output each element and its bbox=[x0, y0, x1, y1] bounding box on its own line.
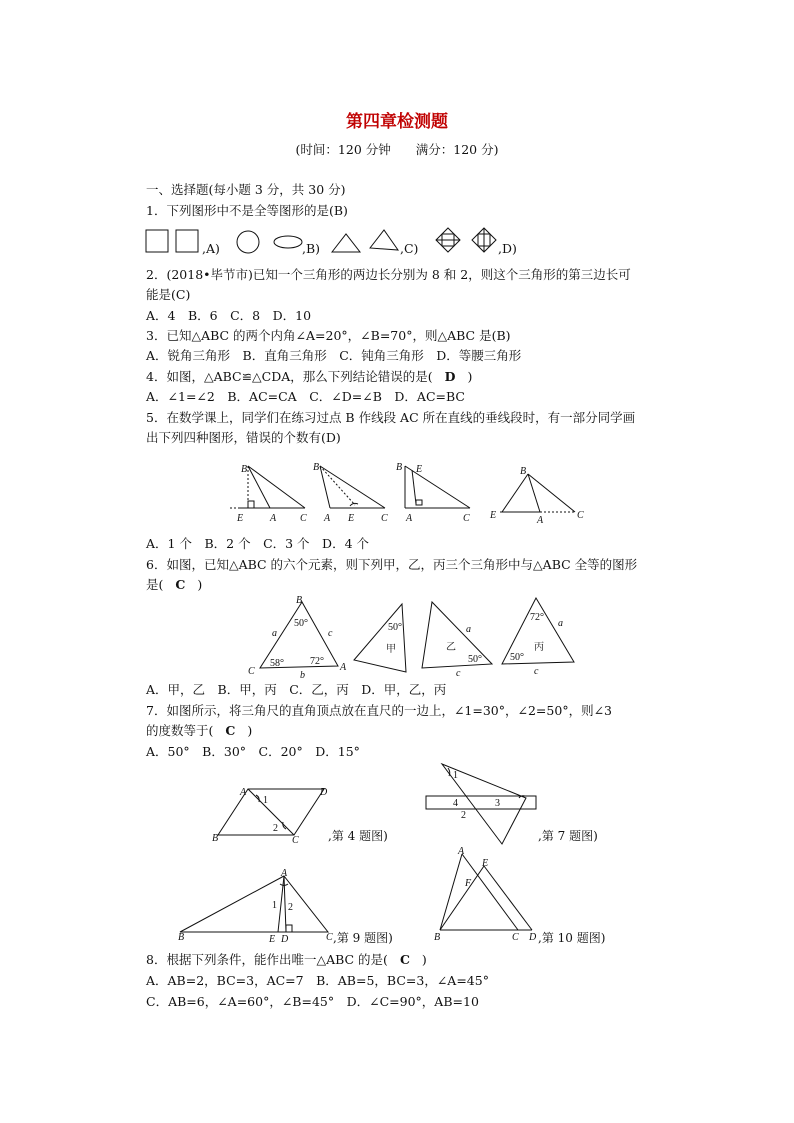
q7-options: A．50° B．30° C．20° D．15° bbox=[146, 744, 360, 759]
fig4-label-B: B bbox=[212, 833, 219, 844]
q7-close: ) bbox=[247, 723, 253, 738]
q6-fig-bing bbox=[502, 598, 574, 677]
q5-fig-4 bbox=[489, 466, 584, 526]
q5-stem-cont: 出下列四种图形，错误的个数有(D) bbox=[146, 430, 341, 445]
q5-f2-label-E: E bbox=[348, 513, 355, 524]
q6-yi-ang: 50° bbox=[468, 654, 482, 665]
q6-fig-jia bbox=[354, 604, 406, 672]
q6-stem2: 是( bbox=[146, 577, 164, 592]
fig7-label-4: 4 bbox=[453, 798, 458, 809]
fig10-label-B: B bbox=[434, 932, 441, 943]
q4-answer: D bbox=[444, 369, 456, 384]
q1-triangle-1 bbox=[332, 234, 360, 252]
q1-option-b: ,B) bbox=[302, 241, 321, 256]
fig4-label-C: C bbox=[292, 835, 299, 846]
q8-stem-text: 8．根据下列条件，能作出唯一△ABC 的是( bbox=[146, 952, 388, 967]
q6-yi-a: a bbox=[466, 624, 471, 635]
q6-label-b: b bbox=[300, 670, 305, 681]
q5-stem: 5．在数学课上，同学们在练习过点 B 作线段 AC 所在直线的垂线段时，有一部分同学画 bbox=[146, 410, 636, 425]
q6-jia-ang: 50° bbox=[388, 622, 402, 633]
q4-options: A．∠1=∠2 B．AC=CA C．∠D=∠B D．AC=BC bbox=[146, 389, 465, 404]
page-subtitle: (时间：120 分钟 满分：120 分) bbox=[295, 142, 499, 157]
q5-f3-label-C: C bbox=[463, 513, 470, 524]
q7-answer: C bbox=[225, 723, 236, 738]
q6-fig-abc bbox=[248, 595, 347, 681]
q5-f1-label-B: B bbox=[241, 464, 248, 475]
fig-4 bbox=[212, 783, 342, 845]
q1-circle bbox=[237, 231, 259, 253]
q1-square-2 bbox=[176, 230, 198, 252]
fig9-label-1: 1 bbox=[272, 900, 277, 911]
fig7-label-1: 1 bbox=[453, 770, 458, 781]
q5-f2-label-C: C bbox=[381, 513, 388, 524]
q8-options-2: C．AB=6，∠A=60°，∠B=45° D．∠C=90°，AB=10 bbox=[146, 994, 479, 1009]
q6-label-B: B bbox=[296, 595, 303, 606]
q5-f1-label-E: E bbox=[237, 513, 244, 524]
page-title: 第四章检测题 bbox=[346, 112, 448, 132]
fig9-label-D: D bbox=[281, 934, 289, 945]
q6-ang-72: 72° bbox=[310, 656, 324, 667]
q7-stem-cont bbox=[146, 723, 252, 739]
q5-options: A．1 个 B．2 个 C．3 个 D．4 个 bbox=[146, 536, 370, 551]
q8-stem bbox=[146, 952, 427, 968]
fig-10 bbox=[432, 844, 547, 944]
q6-fig-yi bbox=[422, 602, 492, 679]
q6-answer: C bbox=[175, 577, 186, 592]
q6-stem: 6．如图，已知△ABC 的六个元素，则下列甲，乙，丙三个三角形中与△ABC 全等的图形 bbox=[146, 557, 638, 572]
q7-stem: 7．如图所示，将三角尺的直角顶点放在直尺的一边上，∠1=30°，∠2=50°，则∠3 bbox=[146, 703, 612, 718]
q6-stem-cont bbox=[146, 577, 202, 593]
q6-bing-a: a bbox=[558, 618, 563, 629]
q1-option-c: ,C) bbox=[400, 241, 419, 256]
fig9-label-C: C bbox=[326, 932, 333, 943]
q6-options: A．甲，乙 B．甲，丙 C．乙，丙 D．甲，乙，丙 bbox=[146, 682, 447, 697]
q6-jia-label: 甲 bbox=[386, 644, 396, 655]
q6-close: ) bbox=[197, 577, 203, 592]
fig10-label-F: F bbox=[465, 878, 472, 889]
fig10-label-E: E bbox=[482, 858, 489, 869]
q3-options: A．锐角三角形 B．直角三角形 C．钝角三角形 D．等腰三角形 bbox=[146, 348, 522, 363]
q8-answer: C bbox=[399, 952, 410, 967]
fig10-label-D: D bbox=[529, 932, 537, 943]
q5-figures bbox=[230, 460, 610, 528]
q6-bing-ang50: 50° bbox=[510, 652, 524, 663]
q5-f2-label-A: A bbox=[324, 513, 331, 524]
q7-stem2: 的度数等于( bbox=[146, 723, 214, 738]
caption-fig-9: ,第 9 题图) bbox=[333, 931, 393, 945]
q6-ang-58: 58° bbox=[270, 658, 284, 669]
fig9-label-2: 2 bbox=[288, 902, 293, 913]
caption-fig-4: ,第 4 题图) bbox=[328, 829, 388, 843]
fig4-label-A: A bbox=[240, 787, 247, 798]
q6-yi-label: 乙 bbox=[446, 642, 456, 653]
fig4-label-D: D bbox=[320, 787, 328, 798]
fig9-label-E: E bbox=[269, 934, 276, 945]
q2-stem-cont: 能是(C) bbox=[146, 287, 191, 302]
q4-stem-text: 4．如图，△ABC≌△CDA，那么下列结论错误的是( bbox=[146, 369, 433, 384]
q5-f4-label-A: A bbox=[537, 515, 544, 526]
fig-9 bbox=[172, 868, 342, 944]
q1-ellipse bbox=[274, 236, 302, 248]
q4-close: ) bbox=[467, 369, 473, 384]
q1-star-2 bbox=[472, 228, 496, 252]
q6-bing-ang72: 72° bbox=[530, 612, 544, 623]
q5-fig-3 bbox=[396, 462, 470, 524]
q1-star-1 bbox=[436, 228, 460, 252]
fig-7 bbox=[420, 760, 545, 848]
q6-bing-label: 丙 bbox=[534, 642, 544, 653]
q8-close: ) bbox=[421, 952, 427, 967]
q2-options: A．4 B．6 C．8 D．10 bbox=[146, 308, 312, 323]
q5-f2-label-B: B bbox=[313, 462, 320, 473]
caption-fig-10: ,第 10 题图) bbox=[538, 931, 606, 945]
q5-f4-label-E: E bbox=[490, 510, 497, 521]
q5-f4-label-C: C bbox=[577, 510, 584, 521]
fig9-label-B: B bbox=[178, 932, 185, 943]
q6-ang-50: 50° bbox=[294, 618, 308, 629]
fig10-label-A: A bbox=[458, 846, 465, 857]
q1-option-a: ,A) bbox=[202, 241, 220, 256]
fig4-label-1: 1 bbox=[263, 795, 268, 806]
q8-options-1: A．AB=2，BC=3，AC=7 B．AB=5，BC=3，∠A=45° bbox=[146, 973, 489, 988]
q5-fig-2 bbox=[313, 462, 388, 524]
fig10-label-C: C bbox=[512, 932, 519, 943]
q5-f3-label-B: B bbox=[396, 462, 403, 473]
q1-triangle-2 bbox=[370, 230, 398, 250]
q5-fig-1 bbox=[230, 464, 307, 524]
q6-yi-c: c bbox=[456, 668, 461, 679]
fig4-label-2: 2 bbox=[273, 823, 278, 834]
q6-label-C: C bbox=[248, 666, 255, 677]
fig7-label-3: 3 bbox=[495, 798, 500, 809]
q2-stem: 2．(2018•毕节市)已知一个三角形的两边长分别为 8 和 2，则这个三角形的第三边长可 bbox=[146, 267, 631, 282]
q1-option-d: ,D) bbox=[498, 241, 517, 256]
q4-stem bbox=[146, 369, 472, 385]
q5-f3-label-E: E bbox=[416, 464, 423, 475]
q5-f1-label-A: A bbox=[270, 513, 277, 524]
fig7-label-2: 2 bbox=[461, 810, 466, 821]
q6-label-c: c bbox=[328, 628, 333, 639]
q6-bing-c: c bbox=[534, 666, 539, 677]
q6-label-A: A bbox=[340, 662, 347, 673]
q1-square-1 bbox=[146, 230, 168, 252]
q6-label-a: a bbox=[272, 628, 277, 639]
q3-stem: 3．已知△ABC 的两个内角∠A=20°，∠B=70°，则△ABC 是(B) bbox=[146, 328, 511, 343]
q5-f1-label-C: C bbox=[300, 513, 307, 524]
section-heading: 一、选择题(每小题 3 分，共 30 分) bbox=[146, 182, 346, 197]
q5-f4-label-B: B bbox=[520, 466, 527, 477]
q5-f3-label-A: A bbox=[406, 513, 413, 524]
fig9-label-A: A bbox=[281, 868, 288, 879]
q1-stem: 1．下列图形中不是全等图形的是(B) bbox=[146, 203, 348, 218]
caption-fig-7: ,第 7 题图) bbox=[538, 829, 598, 843]
q6-figures bbox=[240, 595, 590, 681]
